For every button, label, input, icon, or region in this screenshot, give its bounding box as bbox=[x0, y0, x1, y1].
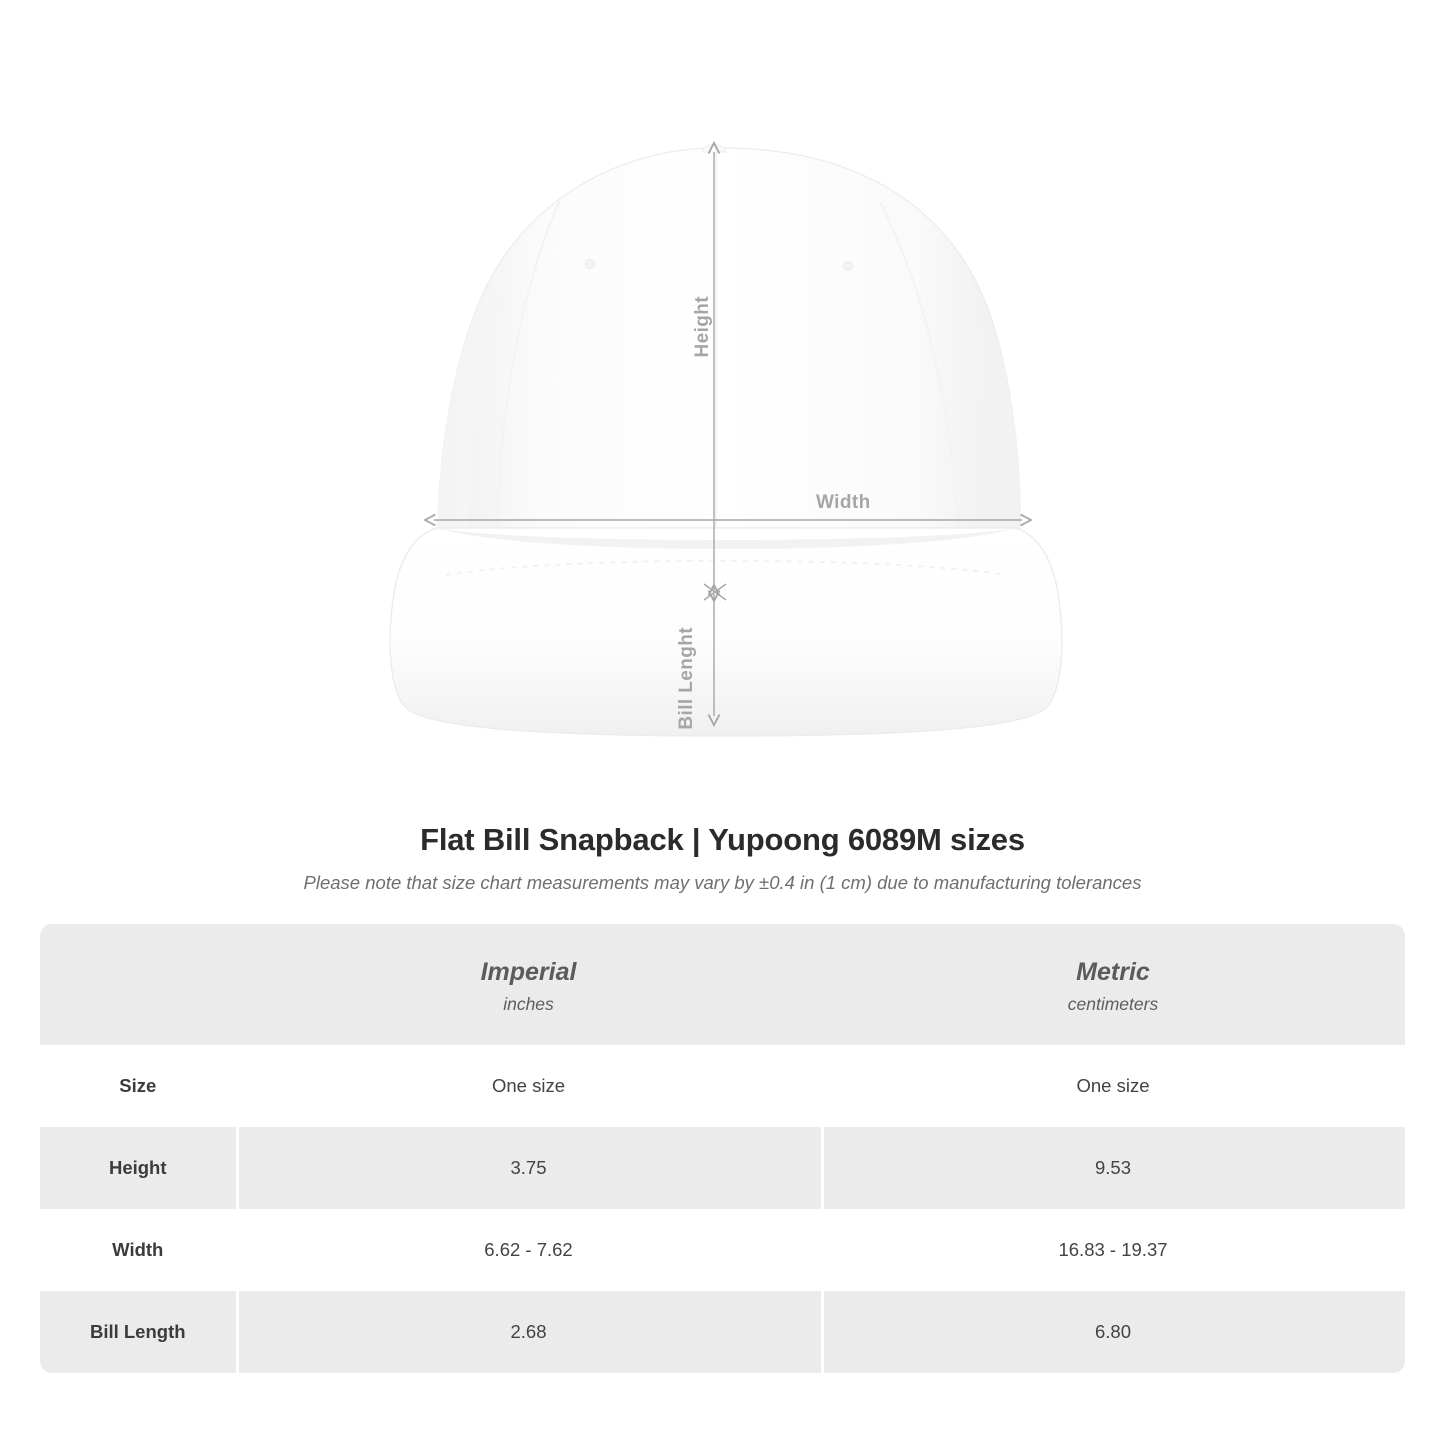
cell-width-metric: 16.83 - 19.37 bbox=[821, 1209, 1405, 1291]
header-imperial-unit: inches bbox=[503, 994, 554, 1014]
header-metric-system: Metric bbox=[1076, 958, 1150, 986]
cell-size-imperial: One size bbox=[236, 1045, 821, 1127]
page-title: Flat Bill Snapback | Yupoong 6089M sizes bbox=[420, 822, 1025, 857]
row-label-bill-length: Bill Length bbox=[40, 1291, 236, 1373]
row-label-width: Width bbox=[40, 1209, 236, 1291]
title-block bbox=[0, 822, 1445, 894]
table-row bbox=[40, 1291, 1405, 1373]
row-label-size: Size bbox=[40, 1045, 236, 1127]
size-table-header bbox=[40, 924, 1405, 1045]
row-label-height: Height bbox=[40, 1127, 236, 1209]
cell-height-imperial: 3.75 bbox=[236, 1127, 821, 1209]
header-corner-cell bbox=[40, 924, 236, 1045]
table-row bbox=[40, 1045, 1405, 1127]
size-table bbox=[40, 924, 1406, 1373]
dimension-label-height: Height bbox=[692, 296, 713, 358]
cell-size-metric: One size bbox=[821, 1045, 1405, 1127]
size-table-wrapper bbox=[40, 924, 1405, 1373]
cell-width-imperial: 6.62 - 7.62 bbox=[236, 1209, 821, 1291]
header-imperial-system: Imperial bbox=[480, 958, 577, 986]
cell-height-metric: 9.53 bbox=[821, 1127, 1405, 1209]
dimension-label-bill-line2: Lenght bbox=[676, 627, 697, 693]
size-table-body bbox=[40, 1045, 1405, 1373]
dimension-label-width: Width bbox=[816, 492, 871, 513]
dimension-label-bill-length bbox=[676, 627, 698, 730]
cap-bill bbox=[390, 528, 1062, 736]
table-header-row bbox=[40, 924, 1405, 1045]
cell-bill-length-metric: 6.80 bbox=[821, 1291, 1405, 1373]
header-metric bbox=[821, 924, 1405, 1045]
header-metric-unit: centimeters bbox=[1067, 994, 1159, 1014]
dimension-label-bill-line1: Bill bbox=[676, 698, 697, 730]
tolerance-note: Please note that size chart measurements may vary by ±0.4 in (1 cm) due to manufacturing tolerances bbox=[303, 872, 1142, 893]
header-imperial bbox=[236, 924, 821, 1045]
cap-crown bbox=[437, 145, 1020, 529]
table-row bbox=[40, 1209, 1405, 1291]
table-row bbox=[40, 1127, 1405, 1209]
cell-bill-length-imperial: 2.68 bbox=[236, 1291, 821, 1373]
